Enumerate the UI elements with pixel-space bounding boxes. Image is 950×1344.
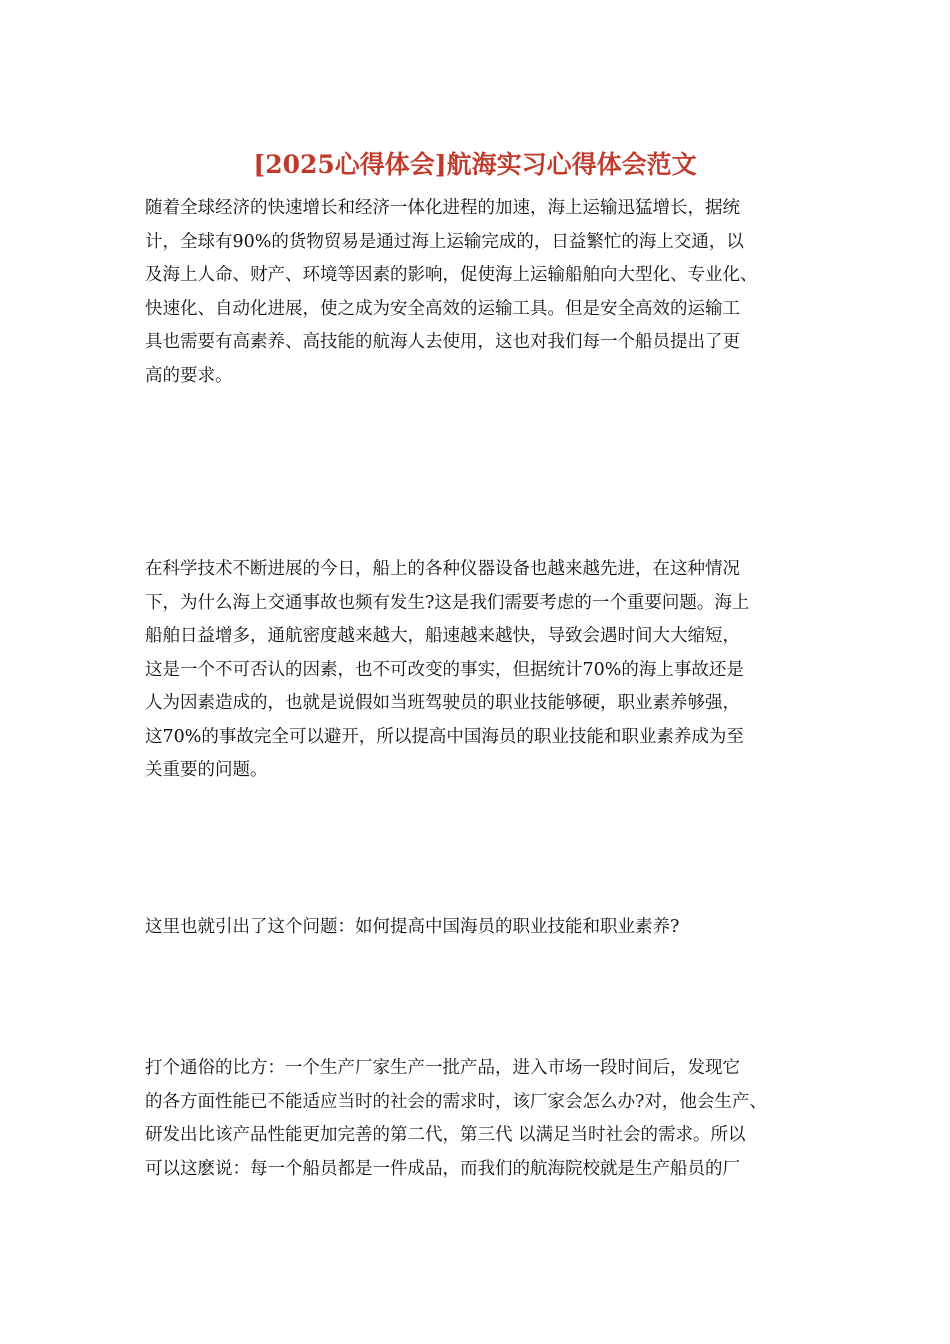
paragraph-2 [145,553,810,788]
paragraph-line: 船舶日益增多，通航密度越来越大，船速越来越快，导致会遇时间大大缩短， [145,626,740,646]
document-title: [2025心得体会]航海实习心得体会范文 [253,150,697,179]
paragraph-line: 下，为什么海上交通事故也频有发生?这是我们需要考虑的一个重要问题。海上 [145,592,750,613]
paragraph-line: 这是一个不可否认的因素，也不可改变的事实，但据统计70%的海上事故还是 [145,659,744,680]
paragraph-line: 研发出比该产品性能更加完善的第二代，第三代 以满足当时社会的需求。所以 [145,1125,746,1145]
paragraph-line: 这70%的事故完全可以避开，所以提高中国海员的职业技能和职业素养成为至 [145,726,744,747]
paragraph-line: 快速化、自动化进展，使之成为安全高效的运输工具。但是安全高效的运输工 [145,298,740,319]
paragraph-line: 在科学技术不断进展的今日，船上的各种仪器设备也越来越先进，在这种情况 [145,559,740,579]
paragraph-line: 关重要的问题。 [145,760,268,780]
paragraph-1 [145,192,810,393]
paragraph-line: 这里也就引出了这个问题：如何提高中国海员的职业技能和职业素养? [145,917,680,937]
paragraph-line: 人为因素造成的，也就是说假如当班驾驶员的职业技能够硬，职业素养够强， [145,693,740,713]
paragraph-line: 的各方面性能已不能适应当时的社会的需求时，该厂家会怎么办?对，他会生产、 [145,1091,767,1112]
paragraph-line: 及海上人命、财产、环境等因素的影响，促使海上运输船舶向大型化、专业化、 [145,265,758,285]
paragraph-line: 高的要求。 [145,365,233,386]
paragraph-line: 随着全球经济的快速增长和经济一体化进程的加速，海上运输迅猛增长，据统 [145,198,740,218]
paragraph-line: 打个通俗的比方：一个生产厂家生产一批产品，进入市场一段时间后，发现它 [145,1058,740,1078]
paragraph-3 [145,911,810,945]
paragraph-line: 计，全球有90%的货物贸易是通过海上运输完成的，日益繁忙的海上交通，以 [145,231,744,252]
paragraph-line: 可以这麽说：每一个船员都是一件成品，而我们的航海院校就是生产船员的厂 [145,1158,740,1179]
paragraph-line: 具也需要有高素养、高技能的航海人去使用，这也对我们每一个船员提出了更 [145,332,740,352]
paragraph-4 [145,1052,810,1186]
